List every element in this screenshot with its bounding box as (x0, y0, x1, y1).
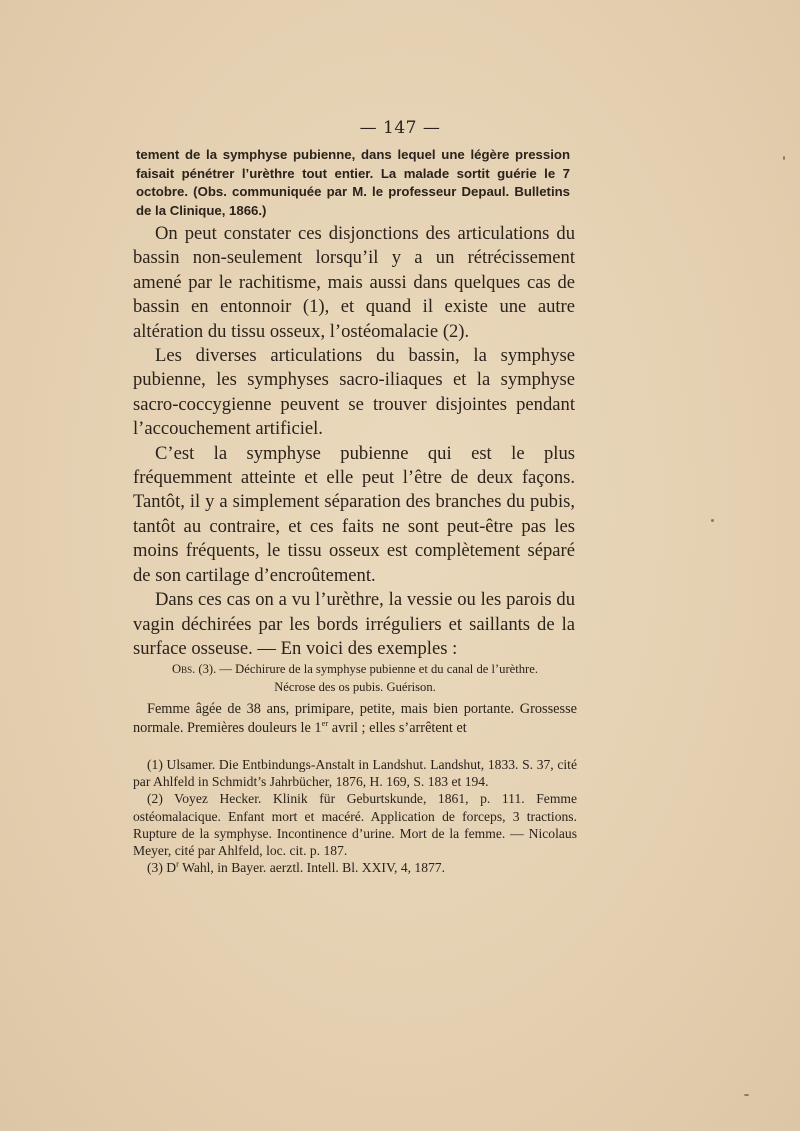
observation-heading-line-1 (133, 660, 577, 678)
previous-observation-end: tement de la symphyse pubienne, dans lequel une légère pression faisait pénétrer l’urèthre tout entier. La malade sortit guérie le 7 octobre. (Obs. communiquée par M. le professeur Depaul. Bulletins de la Clinique, 1866.) (136, 147, 570, 218)
page-number: — 147 — (359, 118, 441, 138)
footnote-3 (133, 859, 577, 876)
observation-text (133, 700, 577, 738)
paragraph-3: C’est la symphyse pubienne qui est le plus fréquemment atteinte et elle peut l’être de deux façons. Tantôt, il y a simplement séparation des branches du pubis, tantôt au contraire, et ces faits ne sont peut-être pas les moins fréquents, le tissu osseux est complètement séparé de son cartilage d’encroûtement. (133, 442, 575, 586)
footnote-3-superscript: r (176, 858, 179, 869)
observation-title-1: — Déchirure de la symphyse pubienne et du canal de l’urèthre. (219, 662, 538, 676)
paper-speck (744, 1094, 749, 1096)
observation-heading-line-2: Nécrose des os pubis. Guérison. (274, 680, 436, 694)
paper-speck (783, 156, 785, 160)
paper-speck (711, 519, 714, 522)
footnote-3-text: Wahl, in Bayer. aerztl. Intell. Bl. XXIV, 4, 1877. (178, 860, 446, 876)
footnote-3-number: (3) D (147, 860, 177, 876)
paragraph-1: On peut constater ces disjonctions des articulations du bassin non-seulement lorsqu’il y a un rétrécissement amené par le rachitisme, mais aussi dans quelques cas de bassin en entonnoir (1), et quand il existe une autre altération du tissu osseux, l’ostéomalacie (2). (133, 223, 575, 342)
paragraph-2: Les diverses articulations du bassin, la symphyse pubienne, les symphyses sacro-iliaques et la symphyse sacro-coccygienne peuvent se trouver disjointes pendant l’accouchement artificiel. (133, 345, 575, 440)
footnotes (133, 756, 577, 876)
observation-label: Obs. (172, 662, 196, 676)
observation-number: (3). (198, 662, 217, 676)
observation-text-superscript: er (321, 718, 329, 729)
observation-heading (133, 660, 577, 696)
footnote-1: (1) Ulsamer. Die Entbindungs-Anstalt in Landshut. Landshut, 1833. S. 37, cité par Ahlfeld in Schmidt’s Jahrbücher, 1876, H. 169, S. 183 et 194. (133, 757, 577, 790)
observation-text-part-1: Femme âgée de 38 ans, primipare, petite, mais bien portante. Grossesse normale. Premières douleurs le 1 (133, 701, 577, 736)
main-text (133, 222, 575, 661)
observation-text-part-2: avril ; elles s’arrêtent et (328, 720, 467, 736)
paragraph-4: Dans ces cas on a vu l’urèthre, la vessie ou les parois du vagin déchirées par les bords irréguliers et saillants de la surface osseuse. — En voici des exemples : (133, 589, 575, 659)
footnote-2: (2) Voyez Hecker. Klinik für Geburtskunde, 1861, p. 111. Femme ostéomalacique. Enfant mort et macéré. Application de forceps, 3 tractions. Rupture de la symphyse. Incontinence d’urine. Mort de la femme. — Nicolaus Meyer, cité par Ahlfeld, loc. cit. p. 187. (133, 791, 577, 859)
